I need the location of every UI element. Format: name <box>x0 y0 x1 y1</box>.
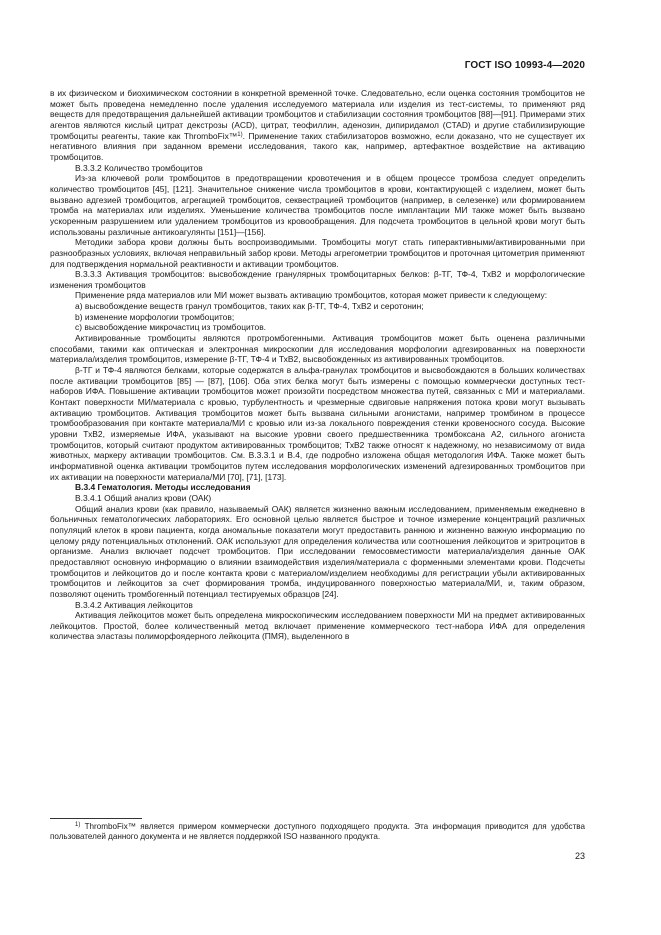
footnote-marker: 1) <box>75 822 81 828</box>
standard-header: ГОСТ ISO 10993-4—2020 <box>464 60 585 71</box>
footnote-reference: 1) <box>237 131 243 138</box>
section-heading-b3-4: В.3.4 Гематология. Методы исследования <box>75 482 251 493</box>
paragraph-activation-intro: Применение ряда материалов или МИ может вызвать активацию тромбоцитов, которая может привести к следующему: <box>75 290 548 301</box>
subsection-heading-b3-4-1: В.3.4.1 Общий анализ крови (ОАК) <box>75 492 212 503</box>
document-body <box>50 88 585 642</box>
paragraph-leukocyte-activation: Активация лейкоцитов может быть определена микроскопическим исследованием поверхности МИ на предмет активированных лейкоцитов. Простой, более количественный метод включает применение коммерческого тест-набора ИФА для определения количества эластазы полиморфоядерного лейкоцита (ПМЯ), выделенного в <box>50 610 585 642</box>
page-number: 23 <box>574 851 585 861</box>
paragraph-activated-platelets: Активированные тромбоциты являются протромбогенными. Активация тромбоцитов может быть оценена различными способами, такими как оптическая и электронная микроскопии для исследования морфологии адгезированных на поверхности материала/изделия тромбоцитов, измерение β-ТГ, ТФ-4 и ТхВ2, высвобожденных из активированных тромбоцитов. <box>50 333 585 365</box>
paragraph-blood-sampling: Методики забора крови должны быть воспроизводимыми. Тромбоциты могут стать гиперактивными/активированными при разнообразных условиях, включая неправильный забор крови. Методы агрегометрии тромбоцитов и проточная цитометрия применяют для подтверждения нормальной реактивности и активации тромбоцитов. <box>50 237 585 269</box>
footnote-divider <box>50 818 142 819</box>
paragraph-cbc: Общий анализ крови (как правило, называемый ОАК) является жизненно важным исследованием, применяемым ежедневно в больничных гематологических лабораториях. Его основной целью является быстрое и точное измерение концентраций различных популяций клеток в крови пациента, когда аномальные показатели могут предоставить раннюю и жизненно важную информацию по целому ряду потенциальных отклонений. ОАК используют для определения количества или соотношения лейкоцитов и эритроцитов в организме. Анализ включает подсчет тромбоцитов. При исследовании гемосовместимости материала/изделия данные ОАК предоставляют основную информацию о влиянии взаимодействия изделия/материала с форменными элементами крови. Подсчеты тромбоцитов и лейкоцитов до и после контакта крови с материалом/изделием необходимы для регистрации убыли активированных тромбоцитов и лейкоцитов за счет формирования тромба, индуцированного поверхностью материала/МИ, и, таким образом, позволяют оценить тромбогенный потенциал тестируемых образцов [24]. <box>50 503 585 599</box>
paragraph-stabilizers-text-b: . Применение таких стабилизаторов возможно, если доказано, что не существует их негативного влияния при заданном времени исследования, такого как, например, артефактное воздействие на активацию тромбоцитов. <box>50 130 585 162</box>
list-item-b: b) изменение морфологии тромбоцитов; <box>75 311 235 322</box>
list-item-a: a) высвобождение веществ гранул тромбоцитов, таких как β-ТГ, ТФ-4, ТхВ2 и серотонин; <box>75 301 424 312</box>
subsection-heading-b3-3-3: В.3.3.3 Активация тромбоцитов: высвобождение гранулярных тромбоцитарных белков: β-ТГ, ТФ-4, ТхВ2 и морфологические изменения тромбоцитов <box>50 269 585 290</box>
footnote-text: ThromboFix™ является примером коммерчески доступного подходящего продукта. Эта информация приводится для удобства пользователей данного документа и не является поддержкой ISO названного продукта. <box>50 822 585 842</box>
paragraph-beta-tg: β-ТГ и ТФ-4 являются белками, которые содержатся в альфа-гранулах тромбоцитов и высвобождаются в больших количествах после активации тромбоцитов [85] — [87], [106]. Оба этих белка могут быть измерены с помощью коммерчески доступных тест-наборов ИФА. Повышение активации тромбоцитов может произойти посредством множества путей, связанных с МИ и материалами. Контакт поверхности МИ/материала с кровью, турбулентность и чрезмерные сдвиговые напряжения потока крови могут вызывать активацию тромбоцитов. Активация тромбоцитов может быть вызвана сильными агонистами, например тромбином в процессе тромбообразования при контакте материала/МИ с кровью или из-за локального повреждения стенки кровеносного сосуда. Высокие уровни ТхВ2, измеряемые ИФА, указывают на высокие уровни своего предшественника тромбоксана А2, сильного агониста тромбоцитов, который считают продуктом активированных тромбоцитов; ТхВ2 также относят к надежному, но независимому от вида животных, маркеру активации тромбоцитов. См. В.3.3.1 и В.4, где подробно изложена общая методология ИФА. Также может быть информативной оценка активации тромбоцитов путем исследования морфологических изменений адгезированных тромбоцитов при их активации на поверхности материала/МИ [70], [71], [173]. <box>50 365 585 482</box>
footnote <box>50 822 585 843</box>
paragraph-stabilizers <box>50 88 585 163</box>
subsection-heading-b3-4-2: В.3.4.2 Активация лейкоцитов <box>75 599 193 610</box>
list-item-c: c) высвобождение микрочастиц из тромбоцитов. <box>75 322 267 333</box>
paragraph-stabilizers-text-a: в их физическом и биохимическом состоянии в конкретной временной точке. Следовательно, если оценка состояния тромбоцитов не может быть проведена немедленно после удаления исследуемого материала или изделия из тест-системы, то применяют ряд веществ для предотвращения дальнейшей активации тромбоцитов и стабилизации состояния тромбоцитов [88]—[91]. Примерами этих агентов являются кислый цитрат декстрозы (ACD), цитрат, теофиллин, аденозин, дипиридамол (CTAD) и другие стабилизирующие тромбоциты реагенты, такие как ThromboFix™ <box>50 88 585 141</box>
subsection-heading-b3-3-2: В.3.3.2 Количество тромбоцитов <box>75 162 203 173</box>
paragraph-platelet-count: Из-за ключевой роли тромбоцитов в предотвращении кровотечения и в общем процессе тромбоза следует определить количество тромбоцитов [45], [121]. Значительное снижение числа тромбоцитов в крови, контактирующей с изделием, может быть вызвано адгезией тромбоцитов, агрегацией тромбоцитов, секвестрацией тромбоцитов (например, в селезенке) или формированием тромба на материалах или изделиях. Уменьшение количества тромбоцитов после имплантации МИ также может быть вызвано ускоренным разрушением или удалением тромбоцитов из кровообращения. Для подсчета тромбоцитов в цельной крови могут быть использованы различные антикоагулянты [151]—[156]. <box>50 173 585 237</box>
